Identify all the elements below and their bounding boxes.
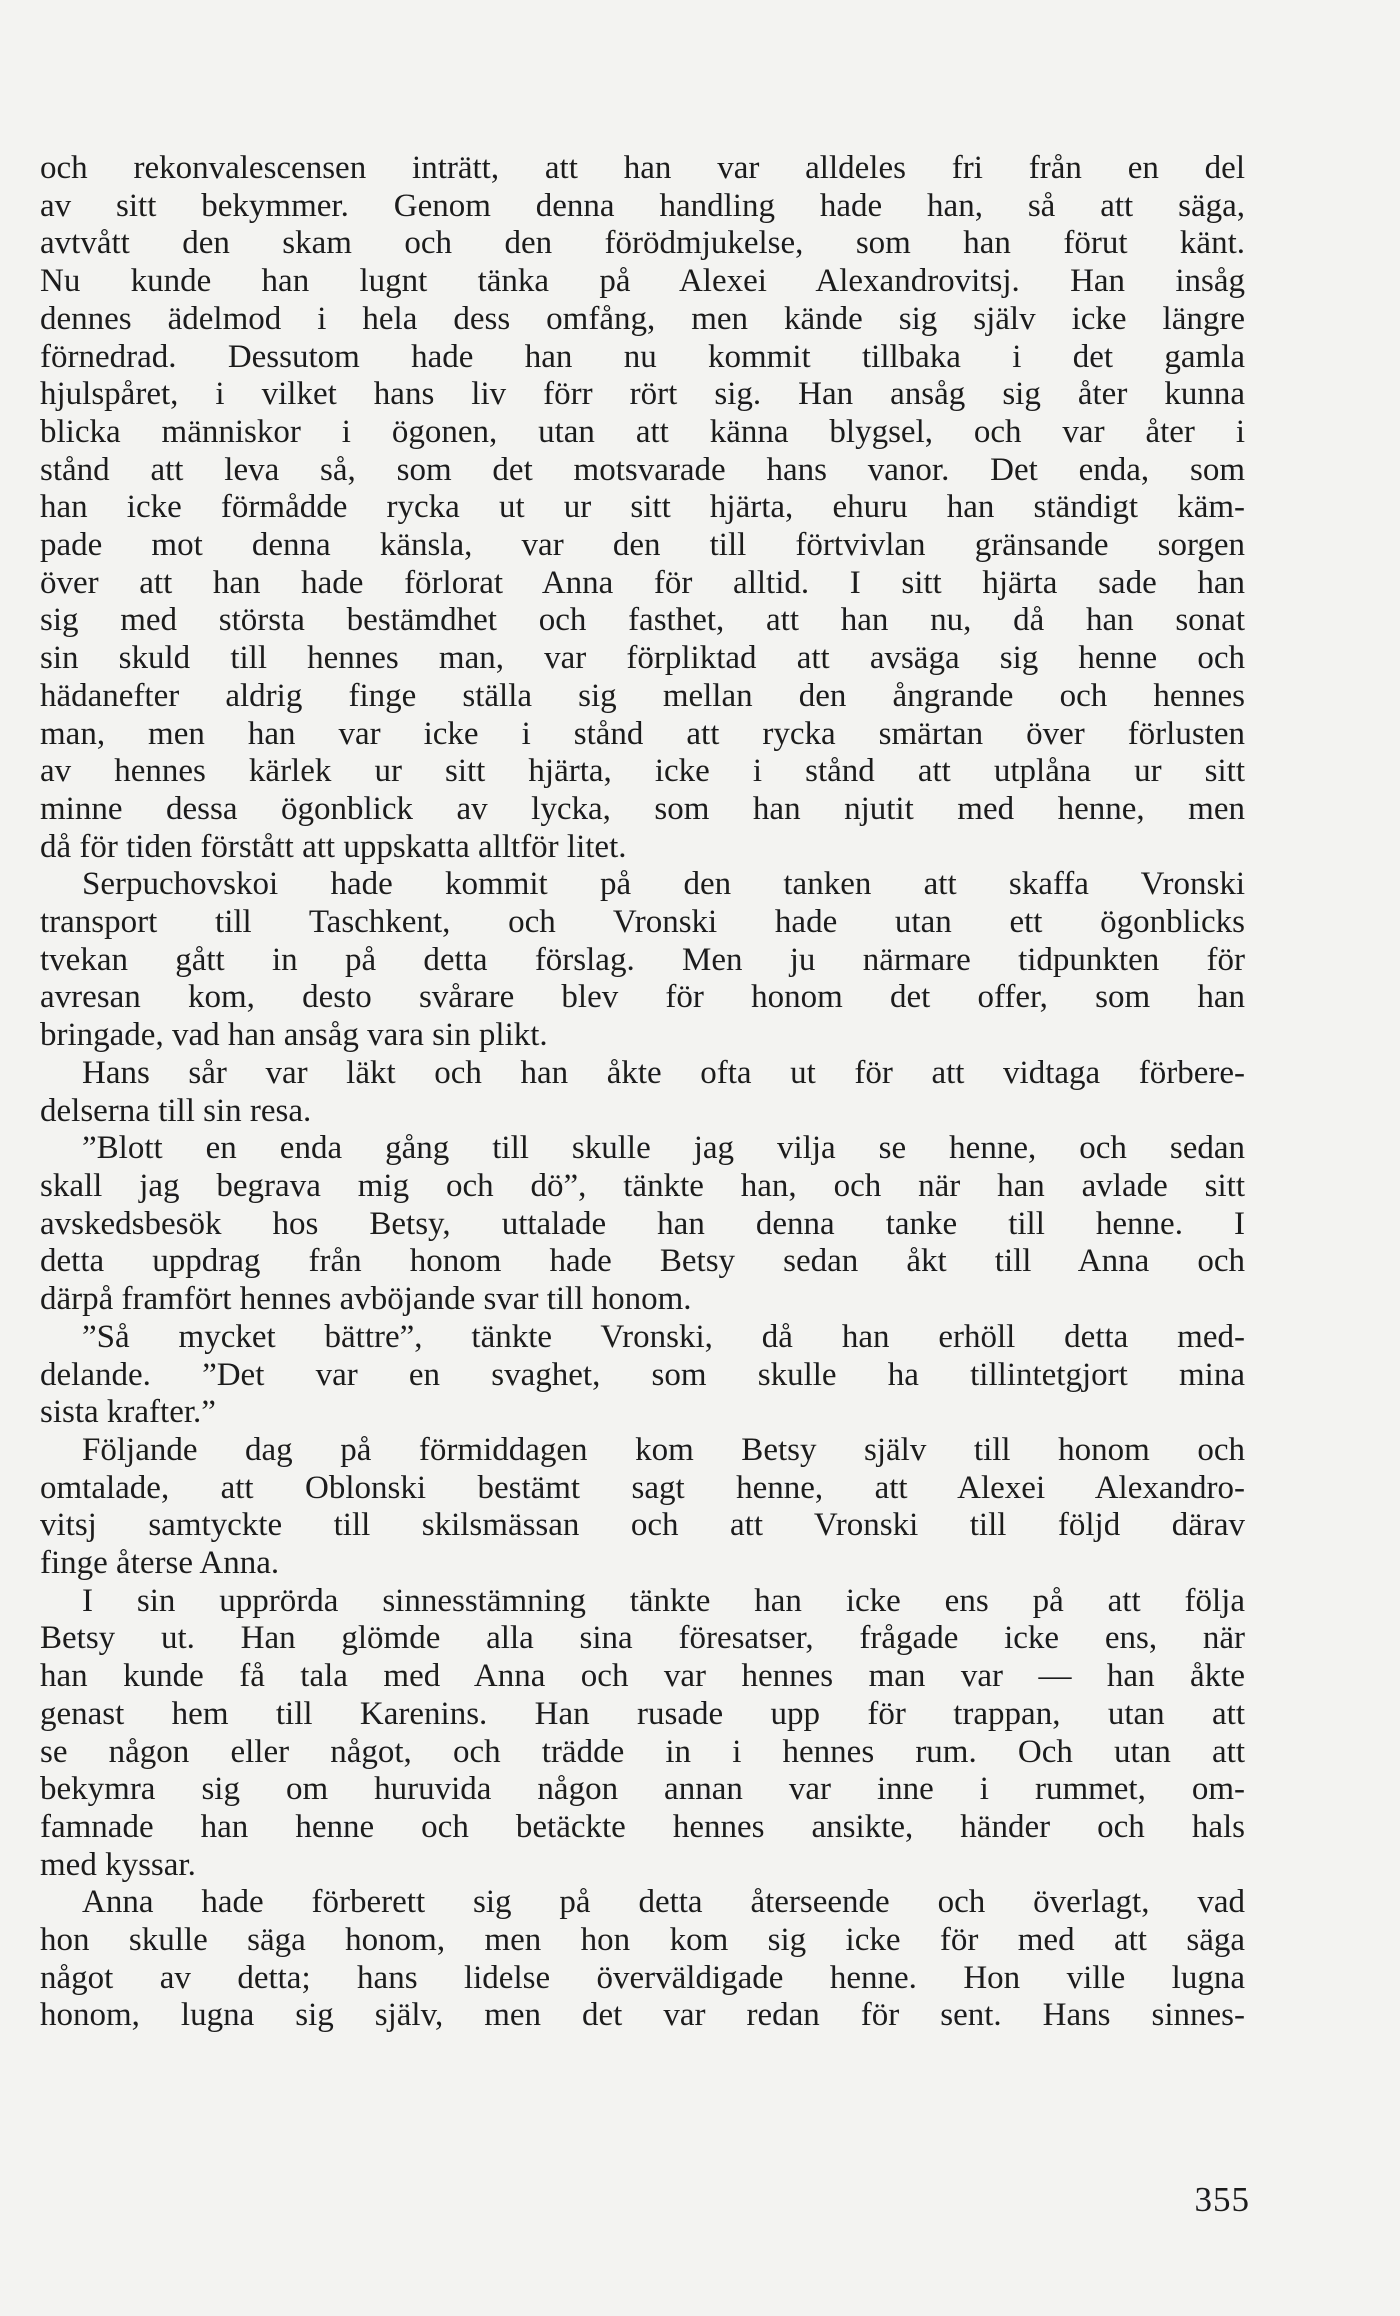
text-line: något av detta; hans lidelse överväldigade henne. Hon ville lugna — [40, 1959, 1245, 1996]
text-line: honom, lugna sig själv, men det var redan för sent. Hans sinnes- — [40, 1997, 1245, 2034]
text-line: med kyssar. — [40, 1846, 196, 1883]
text-line: vitsj samtyckte till skilsmässan och att Vronski till följd därav — [40, 1507, 1245, 1544]
text-line: Serpuchovskoi hade kommit på den tanken att skaffa Vronski — [82, 866, 1245, 903]
text-line: avtvått den skam och den förödmjukelse, som han förut känt. — [40, 225, 1245, 262]
text-line: delserna till sin resa. — [40, 1092, 312, 1129]
text-line: delande. ”Det var en svaghet, som skulle ha tillintetgjort mina — [40, 1356, 1245, 1393]
text-line: blicka människor i ögonen, utan att känna blygsel, och var åter i — [40, 413, 1245, 450]
text-line: därpå framfört hennes avböjande svar till honom. — [40, 1281, 692, 1318]
text-line: då för tiden förstått att uppskatta alltför litet. — [40, 828, 627, 865]
text-line: man, men han var icke i stånd att rycka smärtan över förlusten — [40, 715, 1245, 752]
text-line: avskedsbesök hos Betsy, uttalade han denna tanke till henne. I — [40, 1205, 1245, 1242]
text-line: Följande dag på förmiddagen kom Betsy själv till honom och — [82, 1431, 1245, 1468]
text-line: Betsy ut. Han glömde alla sina föresatser, frågade icke ens, när — [40, 1620, 1245, 1657]
text-line: genast hem till Karenins. Han rusade upp för trappan, utan att — [40, 1695, 1245, 1732]
text-line: Nu kunde han lugnt tänka på Alexei Alexandrovitsj. Han insåg — [40, 263, 1245, 300]
text-line: dennes ädelmod i hela dess omfång, men kände sig själv icke längre — [40, 300, 1245, 337]
text-line: ”Blott en enda gång till skulle jag vilja se henne, och sedan — [82, 1130, 1245, 1167]
text-line: se någon eller något, och trädde in i hennes rum. Och utan att — [40, 1733, 1245, 1770]
text-line: minne dessa ögonblick av lycka, som han njutit med henne, men — [40, 790, 1245, 827]
text-paragraphs — [40, 150, 1245, 2035]
text-line: ”Så mycket bättre”, tänkte Vronski, då han erhöll detta med- — [82, 1318, 1245, 1355]
text-line: famnade han henne och betäckte hennes ansikte, händer och hals — [40, 1808, 1245, 1845]
text-line: I sin upprörda sinnesstämning tänkte han icke ens på att följa — [82, 1582, 1245, 1619]
text-line: sig med största bestämdhet och fasthet, att han nu, då han sonat — [40, 602, 1245, 639]
text-line: förnedrad. Dessutom hade han nu kommit tillbaka i det gamla — [40, 338, 1245, 375]
text-line: bekymra sig om huruvida någon annan var inne i rummet, om- — [40, 1771, 1245, 1808]
text-line: han kunde få tala med Anna och var hennes man var — han åkte — [40, 1658, 1245, 1695]
text-line: över att han hade förlorat Anna för alltid. I sitt hjärta sade han — [40, 564, 1245, 601]
text-line: omtalade, att Oblonski bestämt sagt henne, att Alexei Alexandro- — [40, 1469, 1245, 1506]
text-line: stånd att leva så, som det motsvarade hans vanor. Det enda, som — [40, 451, 1245, 488]
text-line: Anna hade förberett sig på detta återseende och överlagt, vad — [82, 1884, 1245, 1921]
text-line: bringade, vad han ansåg vara sin plikt. — [40, 1017, 548, 1054]
body-text — [40, 150, 1245, 2035]
text-line: sista krafter.” — [40, 1394, 216, 1431]
text-line: finge återse Anna. — [40, 1545, 280, 1582]
text-line: av hennes kärlek ur sitt hjärta, icke i stånd att utplåna ur sitt — [40, 753, 1245, 790]
text-line: han icke förmådde rycka ut ur sitt hjärta, ehuru han ständigt käm- — [40, 489, 1245, 526]
text-line: transport till Taschkent, och Vronski hade utan ett ögonblicks — [40, 904, 1245, 941]
text-line: hädanefter aldrig finge ställa sig mellan den ångrande och hennes — [40, 677, 1245, 714]
text-line: tvekan gått in på detta förslag. Men ju närmare tidpunkten för — [40, 941, 1245, 978]
text-line: och rekonvalescensen inträtt, att han var alldeles fri från en del — [40, 150, 1245, 186]
page-number: 355 — [1194, 2180, 1250, 2219]
text-line: hjulspåret, i vilket hans liv förr rört sig. Han ansåg sig åter kunna — [40, 376, 1245, 413]
text-line: skall jag begrava mig och dö”, tänkte han, och när han avlade sitt — [40, 1167, 1245, 1204]
text-line: detta uppdrag från honom hade Betsy sedan åkt till Anna och — [40, 1243, 1245, 1280]
text-line: avresan kom, desto svårare blev för honom det offer, som han — [40, 979, 1245, 1016]
text-line: pade mot denna känsla, var den till förtvivlan gränsande sorgen — [40, 527, 1245, 564]
text-line: Hans sår var läkt och han åkte ofta ut för att vidtaga förbere- — [82, 1054, 1245, 1091]
text-line: sin skuld till hennes man, var förpliktad att avsäga sig henne och — [40, 640, 1245, 677]
text-line: av sitt bekymmer. Genom denna handling hade han, så att säga, — [40, 187, 1245, 224]
text-line: hon skulle säga honom, men hon kom sig icke för med att säga — [40, 1922, 1245, 1959]
